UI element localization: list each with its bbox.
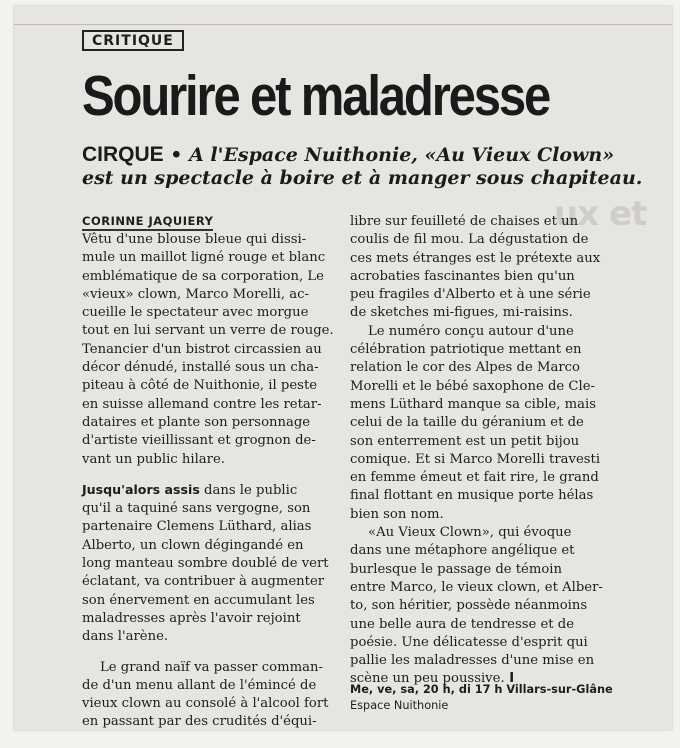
text-line: partenaire Clemens Lüthard, alias [82, 519, 312, 535]
text-line: poésie. Une délicatesse d'esprit qui [350, 634, 588, 650]
text-line: en passant par des crudités d'équi- [82, 714, 317, 730]
text-line: Le grand naïf va passer comman- [100, 659, 323, 675]
text-line: coulis de fil mou. La dégustation de [350, 232, 589, 248]
text-line: final flottant en musique porte hélas [350, 488, 594, 504]
text-fragment: dans le public [199, 482, 298, 498]
text-line: son enterrement est un petit bijou [350, 433, 580, 449]
text-line [82, 481, 334, 500]
text-line: dans l'arène. [82, 629, 169, 645]
text-line: burlesque le passage de témoin [350, 561, 563, 577]
text-line: Morelli et le bébé saxophone de Cle- [350, 378, 595, 394]
text-line: «vieux» clown, Marco Morelli, ac- [82, 286, 309, 302]
text-line: vant un public hilare. [82, 451, 225, 467]
text-line: peu fragiles d'Alberto et à une série [350, 287, 591, 303]
text-line: dataires et plante son personnage [82, 414, 311, 430]
byline: CORINNE JAQUIERY [82, 214, 213, 231]
top-rule [14, 24, 672, 25]
article-dek [82, 143, 652, 190]
text-line: entre Marco, le vieux clown, et Alber- [350, 579, 603, 595]
text-line: Alberto, un clown dégingandé en [82, 537, 304, 553]
dek-lead-line1: A l'Espace Nuithonie, «Au Vieux Clown» [189, 144, 615, 166]
text-line: emblématique de sa corporation, Le [82, 268, 324, 284]
text-line: comique. Et si Marco Morelli travesti [350, 451, 601, 467]
lead-in: Jusqu'alors assis [82, 481, 200, 497]
text-line: en femme émeut et fait rire, le grand [350, 470, 599, 486]
text-line: une belle aura de tendresse et de [350, 616, 575, 632]
paragraph [82, 231, 334, 469]
text-line: son énervement en accumulant les [82, 592, 315, 608]
text-line: libre sur feuilleté de chaises et un [350, 214, 579, 229]
text-line: piteau à côté de Nuithonie, il peste [82, 378, 318, 394]
text-line: relation le cor des Alpes de Marco [350, 360, 580, 376]
text-line: célébration patriotique mettant en [350, 342, 582, 358]
text-line: cueille le spectateur avec morgue [82, 305, 309, 321]
text-line: acrobaties fascinantes bien qu'un [350, 268, 575, 284]
text-line: long manteau sombre doublé de vert [82, 556, 329, 572]
text-line: ces mets étranges est le prétexte aux [350, 250, 601, 266]
paragraph [82, 481, 334, 647]
text-line: mule un maillot ligné rouge et blanc [82, 250, 326, 266]
paragraph [82, 659, 334, 730]
text-line: vieux clown au consolé à l'alcool fort [82, 696, 329, 712]
article-column-2 [350, 213, 614, 689]
end-mark: I [504, 671, 515, 687]
text-line: mens Lüthard manque sa cible, mais [350, 396, 597, 412]
text-line: pallie les maladresses d'une mise en [350, 653, 595, 669]
text-line: maladresses après l'avoir rejoint [82, 610, 301, 626]
text-line: de d'un menu allant de l'émincé de [82, 677, 317, 693]
text-line: de sketches mi-figues, mi-raisins. [350, 305, 573, 321]
text-line: tout en lui servant un verre de rouge. [82, 323, 334, 339]
show-schedule: Me, ve, sa, 20 h, di 17 h Villars-sur-Glâne [350, 683, 613, 696]
dek-separator: • [163, 144, 190, 166]
newspaper-clipping [14, 6, 672, 730]
section-tag: CRITIQUE [82, 30, 184, 51]
text-line: en suisse allemand contre les retar- [82, 396, 322, 412]
article-column-1 [82, 231, 334, 730]
text-line: celui de la taille du géranium et de [350, 415, 584, 431]
text-line: qu'il a taquiné sans vergogne, son [82, 501, 311, 517]
text-line: décor dénudé, installé sous un cha- [82, 360, 319, 376]
article-headline: Sourire et maladresse [82, 64, 550, 128]
text-line: bien son nom. [350, 506, 444, 522]
text-line: éclatant, va contribuer à augmenter [82, 574, 325, 590]
text-line: to, son héritier, possède néanmoins [350, 598, 588, 614]
dek-kicker: CIRQUE [82, 143, 164, 166]
text-line: dans une métaphore angélique et [350, 543, 575, 559]
paragraph [350, 213, 614, 323]
text-line: Vêtu d'une blouse bleue qui dissi- [82, 232, 307, 247]
text-line: d'artiste vieillissant et grognon de- [82, 433, 316, 449]
text-line: Tenancier d'un bistrot circassien au [82, 341, 322, 357]
text-line: Le numéro conçu autour d'une [368, 323, 574, 339]
paragraph [350, 323, 614, 524]
show-info [350, 682, 640, 714]
bleed-through-headline: ux et [554, 194, 647, 234]
text-line: scène un peu poussive. I [350, 671, 515, 687]
show-venue: Espace Nuithonie [350, 699, 449, 712]
paragraph [350, 524, 614, 689]
text-line: «Au Vieux Clown», qui évoque [368, 525, 572, 541]
dek-lead-line2: est un spectacle à boire et à manger sous chapiteau. [82, 167, 643, 189]
